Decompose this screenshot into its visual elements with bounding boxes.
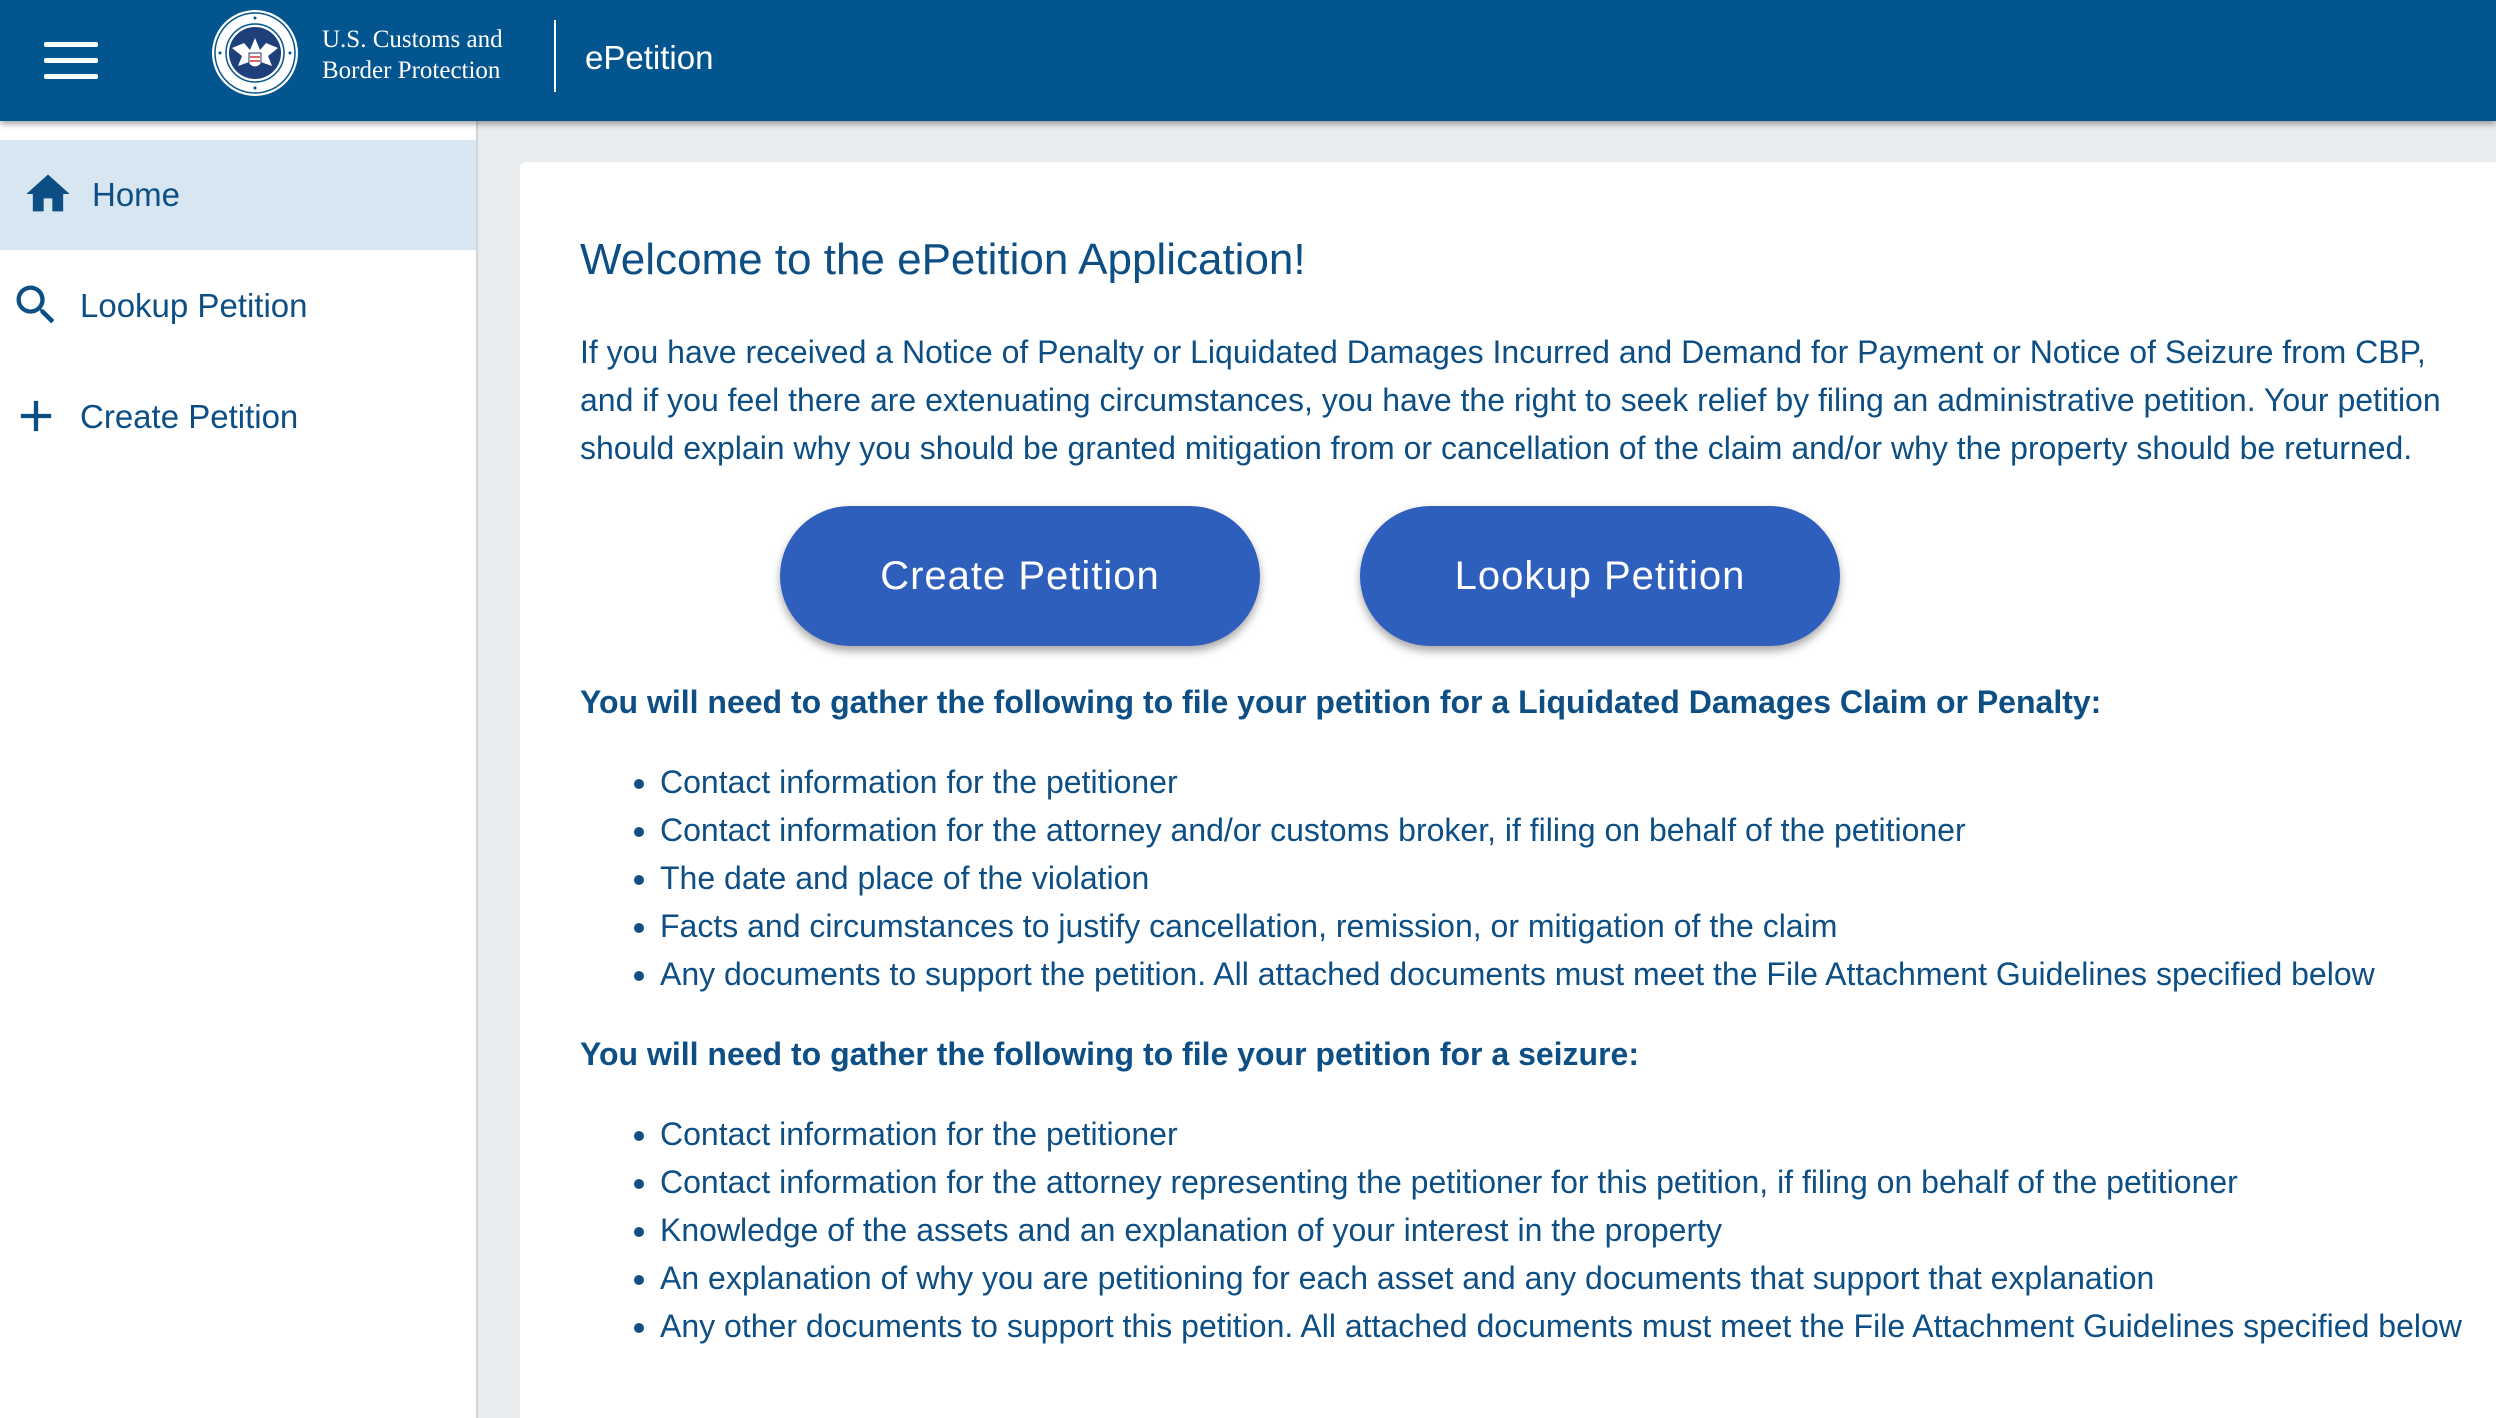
- list-item: • Facts and circumstances to justify cancellation, remission, or mitigation of the claim: [660, 902, 2480, 950]
- list-item: • Contact information for the attorney and/or customs broker, if filing on behalf of the petitioner: [660, 806, 2480, 854]
- liquidated-damages-heading: You will need to gather the following to file your petition for a Liquidated Damages Claim or Penalty:: [580, 684, 2102, 720]
- header-divider: [554, 20, 556, 92]
- list-item: • Knowledge of the assets and an explanation of your interest in the property: [660, 1206, 2480, 1254]
- intro-paragraph: If you have received a Notice of Penalty or Liquidated Damages Incurred and Demand for Payment or Notice of Seizure from CBP, and if you feel there are extenuating circumstances, you have the right to seek relief by filing an administrative petition. Your petition should explain why you should be granted mitigation from or cancellation of the claim and/or why the property should be returned.: [580, 334, 2441, 466]
- list-item: • An explanation of why you are petitioning for each asset and any documents that support that explanation: [660, 1254, 2480, 1302]
- app-title: ePetition: [585, 39, 714, 76]
- sidebar-item-label: Home: [92, 176, 181, 213]
- top-header-bar: [0, 0, 2496, 121]
- agency-name-line-1: U.S. Customs and: [322, 26, 503, 53]
- list-item: • Any other documents to support this petition. All attached documents must meet the File Attachment Guidelines specified below: [660, 1302, 2480, 1350]
- seizure-heading: You will need to gather the following to file your petition for a seizure:: [580, 1036, 1639, 1072]
- dhs-seal-icon: [210, 8, 300, 98]
- page-title: Welcome to the ePetition Application!: [580, 235, 1306, 284]
- sidebar-item-lookup-petition[interactable]: [0, 251, 476, 361]
- lookup-petition-button[interactable]: Lookup Petition: [1360, 506, 1840, 646]
- sidebar-item-label: Create Petition: [80, 398, 299, 435]
- agency-name: [322, 24, 503, 86]
- search-icon: [10, 279, 62, 331]
- list-item: • The date and place of the violation: [660, 854, 2480, 902]
- sidebar-item-label: Lookup Petition: [80, 287, 308, 324]
- create-petition-button[interactable]: Create Petition: [780, 506, 1260, 646]
- seizure-list: [580, 1110, 2480, 1350]
- home-icon: [22, 168, 74, 220]
- main-content-card: [520, 162, 2496, 1418]
- liquidated-damages-list: [580, 758, 2480, 998]
- sidebar-item-create-petition[interactable]: [0, 362, 476, 472]
- plus-icon: [10, 390, 62, 442]
- list-item: • Contact information for the petitioner: [660, 1110, 2480, 1158]
- hamburger-menu-icon[interactable]: [38, 34, 104, 86]
- sidebar-item-home[interactable]: [0, 140, 476, 250]
- agency-name-line-2: Border Protection: [322, 57, 501, 84]
- list-item: • Contact information for the petitioner: [660, 758, 2480, 806]
- list-item: • Contact information for the attorney representing the petitioner for this petition, if filing on behalf of the petitioner: [660, 1158, 2480, 1206]
- list-item: • Any documents to support the petition. All attached documents must meet the File Attachment Guidelines specified below: [660, 950, 2480, 998]
- sidebar-nav: [0, 121, 478, 1418]
